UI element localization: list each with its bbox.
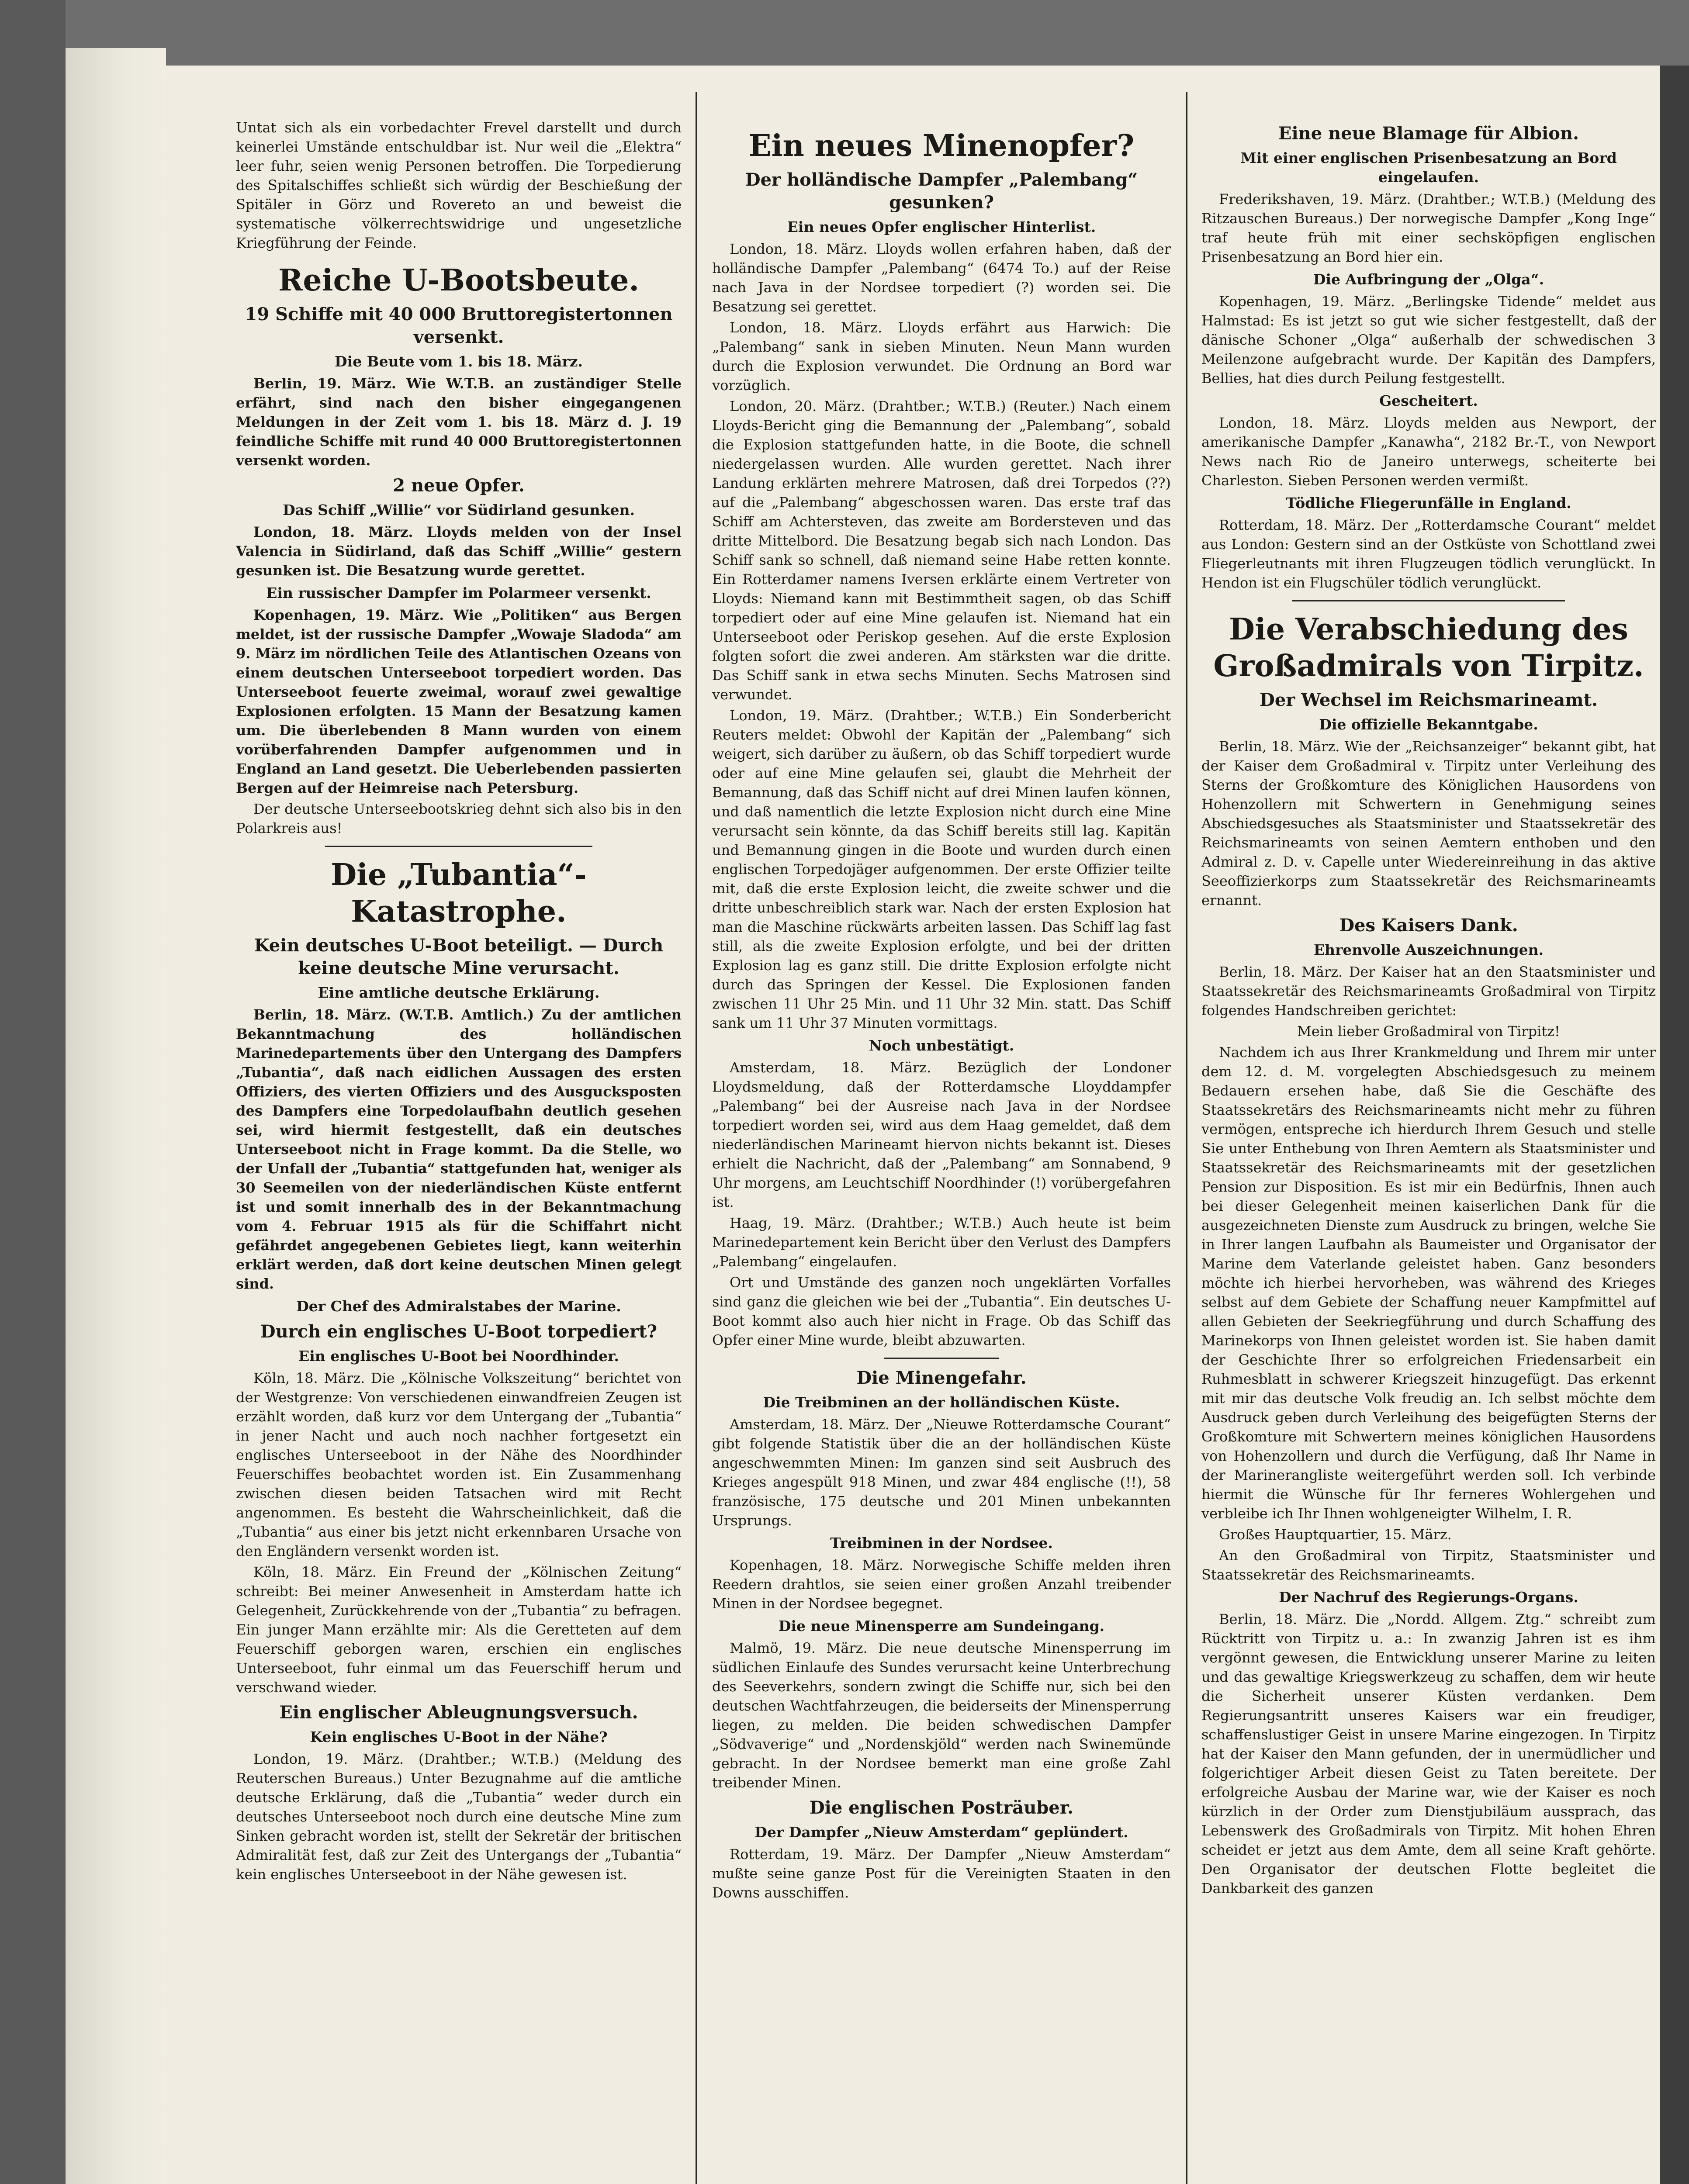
page-edge: [1660, 66, 1689, 2184]
kicker: Mit einer englischen Prisenbesatzung an Bord eingelaufen.: [1240, 149, 1617, 186]
letter-salutation: Mein lieber Großadmiral von Tirpitz!: [1297, 1023, 1560, 1040]
article-paragraph: Berlin, 18. März. Die „Nordd. Allgem. Ztg.“ schreibt zum Rücktritt von Tirpitz u. a.: In zwanzig Jahren ist es ihm vergönnt gewesen, die Entwicklung unserer Marine zu leiten und das gewaltige Kriegswerkzeug zu schaffen, dem wir heute die Sicherheit unserer Küsten verdanken. Dem Regierungsantritt unseres Kaisers war ein freudiger, schaffenslustiger Geist in unsere Marine eingezogen. In Tirpitz hat der Kaiser den Mann gefunden, der in unermüdlicher und folgerichtiger Arbeit diesen Geist zu Taten bereitete. Der erfolgreiche Ausbau der Marine war, wie der Kaiser es noch kürzlich in der Order zum Dienstjubiläum aussprach, das Lebenswerk des Großadmirals von Tirpitz. Mit hohen Ehren scheidet er jetzt aus dem Amte, dem all seine Kraft gehörte. Den Organisator der deutschen Flotte begleitet die Dankbarkeit des ganzen: [1201, 1611, 1656, 1897]
kicker: Gescheitert.: [1379, 392, 1478, 409]
subheadline: Der holländische Dampfer „Palembang“ gesunken?: [745, 169, 1138, 213]
kicker: Der Nachruf des Regierungs-Organs.: [1279, 1589, 1578, 1606]
article-paragraph: Köln, 18. März. Die „Kölnische Volkszeitung“ berichtet von der Westgrenze: Von verschiedenen einwandfreien Zeugen ist erzählt worden, daß kurz vor dem Untergang der „Tubantia“ in jener Nacht und auch noch nachher fortgesetzt ein englisches Unterseeboot in der Nähe des Noordhinder Feuerschiffes beobachtet worden ist. Ein Zusammenhang zwischen diesen beiden Tatsachen wird mit Recht angenommen. Es besteht die Wahrscheinlichkeit, daß die „Tubantia“ aus einer bis jetzt nicht erkennbaren Ursache von den Engländern versenkt worden ist.: [236, 1370, 682, 1559]
kicker: Die Aufbringung der „Olga“.: [1313, 271, 1544, 288]
subheadline: Kein deutsches U-Boot beteiligt. — Durch keine deutsche Mine verursacht.: [254, 935, 664, 978]
book-spine: [0, 0, 66, 2184]
intro-paragraph: Untat sich als ein vorbedachter Frevel darstellt und durch keinerlei Umstände entschuldbar ist. Nur weil die „Elektra“ leer fuhr, seien wenig Personen betroffen. Die Torpedierung des Spitalschiffes schließt sich würdig der Beschießung der Spitäler in Görz und Rovereto an und beweist die systematische völkerrechtswidrige und ungesetzliche Kriegführung der Feinde.: [236, 119, 682, 251]
article-paragraph: London, 18. März. Lloyds melden von der Insel Valencia in Südirland, daß das Schiff „Willie“ gestern gesunken ist. Die Besatzung wurde gerettet.: [236, 524, 682, 579]
article-paragraph: Kopenhagen, 19. März. „Berlingske Tidende“ meldet aus Halmstad: Es ist jetzt so gut wie sicher festgestellt, daß der dänische Schoner „Olga“ außerhalb der schwedischen 3 Meilenzone aufgebracht wurde. Der Kapitän des Dampfers, Bellies, hat dies durch Peilung festgestellt.: [1201, 293, 1656, 387]
column-1: [236, 118, 682, 2184]
kicker: Die Treibminen an der holländischen Küste.: [763, 1394, 1120, 1411]
kicker: Ein russischer Dampfer im Polarmeer versenkt.: [266, 584, 651, 601]
article-paragraph: Rotterdam, 18. März. Der „Rotterdamsche Courant“ meldet aus London: Gestern sind an der Ostküste von Schottland zwei Fliegerleutnants mit ihren Flugzeugen tödlich verunglückt. In Hendon ist ein Flugschüler tödlich verunglückt.: [1201, 517, 1656, 591]
article-paragraph: Berlin, 19. März. Wie W.T.B. an zuständiger Stelle erfährt, sind nach den bisher eingegangenen Meldungen in der Zeit vom 1. bis 18. März d. J. 19 feindliche Schiffe mit rund 40 000 Bruttoregistertonnen versenkt worden.: [236, 375, 682, 469]
article-paragraph: Amsterdam, 18. März. Der „Nieuwe Rotterdamsche Courant“ gibt folgende Statistik über die an der holländischen Küste angeschwemmten Minen: Im ganzen sind seit Ausbruch des Krieges angespült 918 Minen, und zwar 484 englische (!!), 58 französische, 175 deutsche und 201 Minen unbekannten Ursprungs.: [712, 1416, 1171, 1529]
article-paragraph: Ort und Umstände des ganzen noch ungeklärten Vorfalles sind ganz die gleichen wie bei der „Tubantia“. Ein deutsches U-Boot kommt also auch hier nicht in Frage. Ob das Schiff das Opfer einer Mine wurde, bleibt abzuwarten.: [712, 1274, 1171, 1348]
kicker: Noch unbestätigt.: [869, 1037, 1014, 1054]
article-paragraph: Berlin, 18. März. (W.T.B. Amtlich.) Zu der amtlichen Bekanntmachung des holländischen Marinedepartements über den Untergang des Dampfers „Tubantia“, daß nach eidlichen Aussagen des ersten Offiziers, des vierten Offiziers und des Ausgucksposten des Dampfers eine Torpedolaufbahn deutlich gesehen sei, wird hiermit festgestellt, daß ein deutsches Unterseeboot nicht in Frage kommt. Da die Stelle, wo der Unfall der „Tubantia“ stattgefunden hat, weniger als 30 Seemeilen von der niederländischen Küste entfernt ist und somit innerhalb des in der Bekanntmachung vom 4. Februar 1915 als für die Schiffahrt nicht gefährdet angegebenen Gebietes liegt, kann weiterhin erklärt werden, daß dort keine deutschen Minen gelegt sind.: [236, 1006, 682, 1292]
letter-place-date: Großes Hauptquartier, 15. März.: [1219, 1526, 1452, 1543]
article-paragraph: Kopenhagen, 18. März. Norwegische Schiffe melden ihren Reedern drahtlos, sie seien einer großen Anzahl treibender Minen in der Nordsee begegnet.: [712, 1557, 1171, 1612]
article-paragraph: London, 20. März. (Drahtber.; W.T.B.) (Reuter.) Nach einem Lloyds-Bericht ging die Bemannung der „Palembang“, sobald die Explosion stattgefunden hatte, in die Boote, die schnell niedergelassen wurden. Alle wurden gerettet. Nach ihrer Landung erklärten mehrere Matrosen, daß drei Torpedos (??) auf die „Palembang“ abgeschossen waren. Das erste traf das Schiff am Achtersteven, das zweite am Bordersteven und das dritte Mittelbord. Die Besatzung begab sich nach London. Das Schiff sank so schnell, daß niemand seine Habe retten konnte. Ein Rotterdamer namens Iversen erklärte einem Vertreter von Lloyds: Niemand kann mit Bestimmtheit sagen, ob das Schiff torpediert oder auf eine Mine gelaufen ist. Niemand hat ein Unterseeboot oder Periskop gesehen. Auf die erste Explosion folgten sofort die zwei anderen. Am stärksten war die dritte. Das Schiff sank in etwa sechs Minuten. Sechs Matrosen sind verwundet.: [712, 398, 1171, 703]
kicker: Tödliche Fliegerunfälle in England.: [1286, 494, 1571, 511]
separator-rule: [325, 846, 592, 847]
article-paragraph: Haag, 19. März. (Drahtber.; W.T.B.) Auch heute ist beim Marinedepartement kein Bericht über den Verlust des Dampfers „Palembang“ eingelaufen.: [712, 1215, 1171, 1270]
article-paragraph: Berlin, 18. März. Wie der „Reichsanzeiger“ bekannt gibt, hat der Kaiser dem Großadmiral v. Tirpitz unter Verleihung des Sterns der Großkomture des Königlichen Hausordens von Hohenzollern mit Schwertern in Genehmigung seines Abschiedsgesuches als Staatsminister und Staatssekretär des Reichsmarineamts von seinen Aemtern enthoben und den Admiral z. D. v. Capelle unter Wiedereinreihung in das aktive Seeoffizierkorps zum Staatssekretär des Reichsmarineamts ernannt.: [1201, 738, 1656, 909]
article-paragraph: London, 18. März. Lloyds wollen erfahren haben, daß der holländische Dampfer „Palembang“ (6474 To.) auf der Reise nach Java in der Nordsee torpediert (?) worden sei. Die Besatzung sei gerettet.: [712, 241, 1171, 315]
article-paragraph: Der deutsche Unterseebootskrieg dehnt sich also bis in den Polarkreis aus!: [236, 801, 682, 836]
article-paragraph: London, 19. März. (Drahtber.; W.T.B.) (Meldung des Reuterschen Bureaus.) Unter Bezugnahme auf die amtliche deutsche Erklärung, daß die „Tubantia“ weder durch ein deutsches Unterseeboot noch durch eine deutsche Mine zum Sinken gebracht worden ist, stellt der Sekretär der britischen Admiralität fest, daß zur Zeit des Untergangs der „Tubantia“ kein englisches Unterseeboot in der Nähe gewesen ist.: [236, 1751, 682, 1883]
column-rule: [696, 92, 697, 2184]
letter-body: Nachdem ich aus Ihrer Krankmeldung und Ihrem mir unter dem 12. d. M. vorgelegten Abschiedsgesuch zu meinem Bedauern ersehen habe, daß Sie die Geschäfte des Staatssekretärs des Reichsmarineamts nicht mehr zu führen vermögen, entspreche ich hierdurch Ihrem Gesuch und stelle Sie unter Enthebung von Ihren Aemtern als Staatsminister und Staatssekretär des Reichsmarineamts mit der gesetzlichen Pension zur Disposition. Es ist mir ein Bedürfnis, Ihnen auch bei dieser Gelegenheit meinen kaiserlichen Dank für die ausgezeichneten Dienste zum Ausdruck zu bringen, welche Sie in Ihrer langen Laufbahn als Baumeister und Organisator der Marine dem Vaterlande geleistet haben. Ganz besonders möchte ich hierbei hervorheben, was während des Krieges selbst auf dem Gebiete der Schaffung neuer Kampfmittel auf allen Gebieten der Seekriegführung und durch Schaffung des Marinekorps von Ihnen geleistet worden ist. Sie haben damit der Geschichte Ihrer so erfolgreichen Friedensarbeit ein Ruhmesblatt in schwerer Kriegszeit hinzugefügt. Das erkennt mit mir das deutsche Volk freudig an. Ich selbst möchte dem Ausdruck geben durch Verleihung des beigefügten Sterns der Großkomture mit Schwertern meines königlichen Hausordens von Hohenzollern und durch die Verfügung, daß Ihr Name in der Marinerangliste weitergeführt werden soll. Ich verbinde hiermit die Wünsche für Ihr ferneres Wohlergehen und verbleibe ich Ihr Ihnen wohlgeneigter Wilhelm, I. R.: [1201, 1044, 1656, 1522]
kicker: Kein englisches U-Boot in der Nähe?: [310, 1728, 608, 1745]
subheadline: Der Wechsel im Reichsmarineamt.: [1260, 690, 1598, 710]
article-paragraph: Köln, 18. März. Ein Freund der „Kölnischen Zeitung“ schreibt: Bei meiner Anwesenheit in Amsterdam hatte ich Gelegenheit, Zurückkehrende von der „Tubantia“ zu befragen. Ein junger Mann erzählte mir: Als die Geretteten auf dem Feuerschiff geborgen waren, erschien ein englisches Unterseeboot, fuhr einmal um das Feuerschiff herum und verschwand wieder.: [236, 1564, 682, 1696]
kicker: Die offizielle Bekanntgabe.: [1319, 716, 1538, 733]
headline-ubootsbeute: Reiche U-Bootsbeute.: [278, 263, 640, 298]
column-rule: [1186, 92, 1187, 2184]
subheadline: 19 Schiffe mit 40 000 Bruttoregistertonnen versenkt.: [245, 304, 673, 347]
article-paragraph: Malmö, 19. März. Die neue deutsche Minensperrung im südlichen Einlaufe des Sundes verursacht keine Unterbrechung des Seeverkehrs, sondern zwingt die Schiffe nur, sich bei den deutschen Wachtfahrzeugen, die beiderseits der Minensperrung liegen, zu melden. Die beiden schwedischen Dampfer „Södvaverige“ und „Nordenskjöld“ werden nach Swinemünde gebracht. In der Nordsee bemerkt man eine große Zahl treibender Minen.: [712, 1640, 1171, 1791]
article-paragraph: Frederikshaven, 19. März. (Drahtber.; W.T.B.) (Meldung des Ritzauschen Bureaus.) Der norwegische Dampfer „Kong Inge“ traf heute früh mit einer sechsköpfigen englischen Prisenbesatzung an Bord hier ein.: [1201, 191, 1656, 265]
article-paragraph: London, 18. März. Lloyds melden aus Newport, der amerikanische Dampfer „Kanawha“, 2182 Br.-T., von Newport News nach Rio de Janeiro unterwegs, scheiterte bei Charleston. Sieben Personen werden vermißt.: [1201, 415, 1656, 489]
letter-addressee: An den Großadmiral von Tirpitz, Staatsminister und Staatssekretär des Reichsmarineamts.: [1201, 1547, 1656, 1583]
binding-margin: [66, 48, 166, 2184]
article-paragraph: Amsterdam, 18. März. Bezüglich der Londoner Lloydsmeldung, daß der Rotterdamsche Lloyddampfer „Palembang“ bei der Ausreise nach Java in der Nordsee torpediert worden sei, wird aus dem Haag gemeldet, daß dem niederländischen Marineamt hiervon nichts bekannt ist. Dieses erhielt die Nachricht, daß der „Palembang“ am Sonnabend, 9 Uhr morgens, am Leuchtschiff Noordhinder (!) vorübergefahren ist.: [712, 1059, 1171, 1210]
headline-kaisers-dank: Des Kaisers Dank.: [1339, 915, 1518, 936]
kicker: Das Schiff „Willie“ vor Südirland gesunken.: [283, 501, 635, 518]
kicker: Treibminen in der Nordsee.: [830, 1534, 1053, 1552]
kicker: Ein englisches U-Boot bei Noordhinder.: [298, 1348, 619, 1365]
kicker: Ehrenvolle Auszeichnungen.: [1313, 941, 1544, 958]
headline-engl-uboot: Durch ein englisches U-Boot torpediert?: [260, 1321, 658, 1342]
kicker: Ein neues Opfer englischer Hinterlist.: [787, 218, 1096, 235]
column-2: [712, 118, 1171, 2184]
headline-ableugnung: Ein englischer Ableugnungsversuch.: [279, 1702, 638, 1723]
signature-line: Der Chef des Admiralstabes der Marine.: [296, 1298, 621, 1315]
kicker: Die Beute vom 1. bis 18. März.: [335, 353, 583, 370]
article-paragraph: Rotterdam, 19. März. Der Dampfer „Nieuw Amsterdam“ mußte seine ganze Post für die Vereinigten Staaten in den Downs ausschiffen.: [712, 1846, 1171, 1901]
kicker: Der Dampfer „Nieuw Amsterdam“ geplündert.: [755, 1824, 1128, 1841]
headline-postraeuber: Die englischen Posträuber.: [809, 1797, 1074, 1818]
newspaper-page: [166, 66, 1660, 2184]
headline-blamage: Eine neue Blamage für Albion.: [1278, 123, 1579, 144]
article-paragraph: London, 19. März. (Drahtber.; W.T.B.) Ein Sonderbericht Reuters meldet: Obwohl der Kapitän der „Palembang“ sich weigert, sich darüber zu äußern, ob das Schiff torpediert wurde oder auf eine Mine gelaufen sei, glaubt die Mehrheit der Bemannung, daß das Schiff nicht auf drei Minen laufen können, und daß namentlich die letzte Explosion nicht durch eine Mine verursacht sein könnte, da das Schiff bereits still lag. Kapitän und Bemannung gingen in die Boote und wurden durch einen englischen Torpedojäger aufgenommen. Der erste Offizier teilte mit, daß die erste Explosion leicht, die zweite schwer und die dritte unbeschreiblich stark war. Nach der ersten Explosion hat man die Maschine rückwärts arbeiten lassen. Das Schiff lag fast still, als die zweite Explosion erfolgte, und bei der dritten Explosion lag es ganz still. Die dritte Explosion erfolgte nicht durch das Springen der Kessel. Die Explosionen fanden zwischen 11 Uhr 25 Min. und 11 Uhr 32 Min. statt. Das Schiff sank um 11 Uhr 37 Minuten vormittags.: [712, 707, 1171, 1031]
article-paragraph: Kopenhagen, 19. März. Wie „Politiken“ aus Bergen meldet, ist der russische Dampfer „Wowaje Sladoda“ am 9. März im nördlichen Teile des Atlantischen Ozeans von einem deutschen Unterseeboot torpediert worden. Das Unterseeboot feuerte zweimal, worauf zwei gewaltige Explosionen erfolgten. 15 Mann der Besatzung kamen um. Die überlebenden 8 Mann wurden von einem vorüberfahrenden Dampfer aufgenommen und in England an Land gesetzt. Die Ueberlebenden passierten Bergen auf der Heimreise nach Petersburg.: [236, 607, 682, 796]
separator-rule: [884, 1358, 999, 1359]
article-paragraph: Berlin, 18. März. Der Kaiser hat an den Staatsminister und Staatssekretär des Reichsmarineamts Großadmiral von Tirpitz folgendes Handschreiben gerichtet:: [1201, 964, 1656, 1019]
headline-neue-opfer: 2 neue Opfer.: [393, 475, 525, 496]
separator-rule: [1292, 600, 1565, 601]
column-3: [1201, 118, 1656, 2184]
headline-tirpitz: Die Verabschiedung des Großadmirals von Tirpitz.: [1213, 612, 1644, 684]
kicker: Die neue Minensperre am Sundeingang.: [778, 1617, 1105, 1635]
headline-tubantia: Die „Tubantia“-Katastrophe.: [331, 857, 587, 929]
headline-minengefahr: Die Minengefahr.: [856, 1368, 1027, 1388]
kicker: Eine amtliche deutsche Erklärung.: [318, 984, 600, 1001]
headline-minenopfer: Ein neues Minenopfer?: [748, 128, 1135, 163]
article-paragraph: London, 18. März. Lloyds erfährt aus Harwich: Die „Palembang“ sank in sieben Minuten. Neun Mann wurden durch die Explosion verwundet. Die Ordnung an Bord war vorzüglich.: [712, 319, 1171, 394]
